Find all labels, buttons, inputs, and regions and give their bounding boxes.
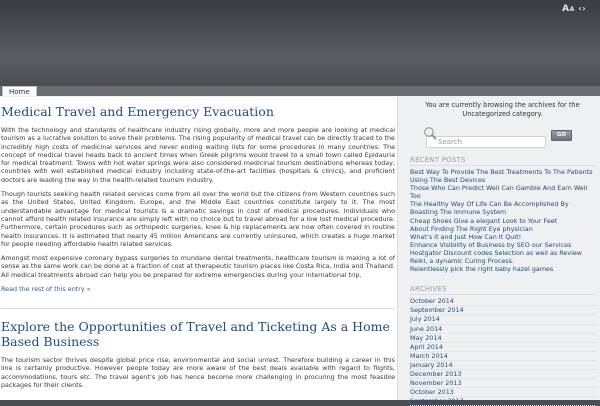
post-article	[1, 104, 395, 293]
recent-post-link[interactable]: What’s it and Just How Can It Quit!	[410, 232, 522, 241]
post-paragraph: Amongst most expensive coronary bypass surgeries to mundane dental treatments, healthcare tourism is making a lot of sense as the same work can be done at a fraction of cost at therapeutic tourism places like Costa Rica, India and Thailand. All medical treatments abroad can help you be prepared for extreme emergencies during your international trip.	[1, 254, 395, 279]
archives-title: ARCHIVES	[410, 285, 595, 295]
post-paragraph: The tourism sector thrives despite global price rise, environmental and social unrest. Therefore building a career in this line is certainly productive. However people today are more aware of the best deals available with regard to flights, accommodations, tours etc. The travel agent’s job has hence become more challenging in procuring the most feasible packages for their clients.	[1, 356, 395, 389]
post-article	[1, 319, 395, 389]
post-divider	[1, 308, 395, 309]
recent-post-link[interactable]: About Finding The Right Eye physician	[410, 224, 533, 233]
post-paragraph: With the technology and standards of healthcare industry rising globally, more and more people are looking at medical tourism as a lucrative solution to solve their problems. The rising popularity of medical travel can be directly traced to the incredibly high costs of medicinal services and never ending waiting lists for some procedures in many countries. The concept of medical travel heads back to ancient times when Greek pilgrims would travel to a small town called Epidauria for medical treatment. Towns with hot water springs were also considered medicinal tourism destinations whereas today, countries with well established medical industry including state-of-the-art facilities (hospitals & clinics), and proficient doctors are leading the way in the health-related tourism industry.	[1, 126, 395, 184]
recent-posts-list	[410, 168, 595, 273]
magnifier-icon	[423, 126, 437, 140]
archives-list	[410, 297, 595, 406]
font-size-tool[interactable]	[562, 4, 586, 14]
archive-link[interactable]: September 2013	[410, 397, 595, 406]
recent-post-link[interactable]: The Healthy Way Of Life Can Be Accomplished By Boasting The Immune System	[410, 200, 569, 217]
archive-link[interactable]: November 2013	[410, 379, 595, 388]
archive-link[interactable]: March 2014	[410, 352, 595, 361]
archive-link[interactable]: January 2014	[410, 361, 595, 370]
post-body	[1, 126, 395, 279]
archive-link[interactable]: December 2013	[410, 370, 595, 379]
archive-link[interactable]: June 2014	[410, 325, 595, 334]
recent-post-link[interactable]: Those Who Can Predict Well Can Gamble And Earn Well Too	[410, 184, 588, 201]
post-title[interactable]: Explore the Opportunities of Travel and Ticketing As a Home Based Business	[1, 319, 390, 350]
recent-post-link[interactable]: Relentlessly pick the right baby hazel games	[410, 265, 554, 274]
recent-post-link[interactable]: Cheap Shoes Give a elegant Look to Your Feet	[410, 216, 558, 225]
search-form	[426, 129, 595, 141]
archive-link[interactable]: April 2014	[410, 343, 595, 352]
recent-post-link[interactable]: Hostgator Discount codes Selection as well as Review	[410, 248, 583, 257]
sidebar	[406, 96, 600, 406]
read-more-link[interactable]: Read the rest of this entry »	[1, 285, 91, 294]
recent-post-link[interactable]: Reiki, a dynamic Curing Process.	[410, 257, 515, 266]
recent-post-link[interactable]: Enhance Visibility of Business by SEO our Services	[410, 240, 572, 249]
site-header	[0, 0, 600, 86]
main-content	[0, 97, 398, 400]
browsing-notice: You are currently browsing the archives for the Uncategorized category.	[425, 101, 580, 118]
nav-bar	[0, 86, 600, 96]
recent-posts-title: RECENT POSTS	[410, 156, 595, 166]
post-body	[1, 356, 395, 389]
archive-link[interactable]: October 2013	[410, 388, 595, 397]
nav-home-tab[interactable]: Home	[2, 86, 37, 98]
archive-link[interactable]: July 2014	[410, 315, 595, 324]
post-title[interactable]: Medical Travel and Emergency Evacuation	[1, 104, 274, 119]
archive-link[interactable]: May 2014	[410, 334, 595, 343]
font-size-icon[interactable]: AA ‹›	[562, 4, 586, 14]
archive-link[interactable]: September 2014	[410, 306, 595, 315]
post-paragraph: Though tourists seeking health related services come from all over the world but the citizens from Western countries such as the United States, United Kingdom, Europe, and the Middle East countries constitute largely to it. The most understandable advantage for medical tourists is a dramatic savings in cost of medical procedures. Individuals who cannot afford health related insurance are simply left with no choice but to travel abroad for a low lost medical procedure. Furthermore, certain procedures such as orthopedic surgeries, knee & hip replacements are now often covered in routine health insurances. It is estimated that nearly 45 million Americans are currently uninsured, which creates a huge market for people needing affordable health related services.	[1, 190, 395, 248]
recent-post-link[interactable]: Best Way To Provide The Best Treatments To The Patients Using The Best Devices	[410, 168, 593, 185]
archive-link[interactable]: October 2014	[410, 297, 595, 306]
search-go-button[interactable]: GO	[551, 130, 572, 141]
search-input[interactable]	[426, 136, 546, 148]
